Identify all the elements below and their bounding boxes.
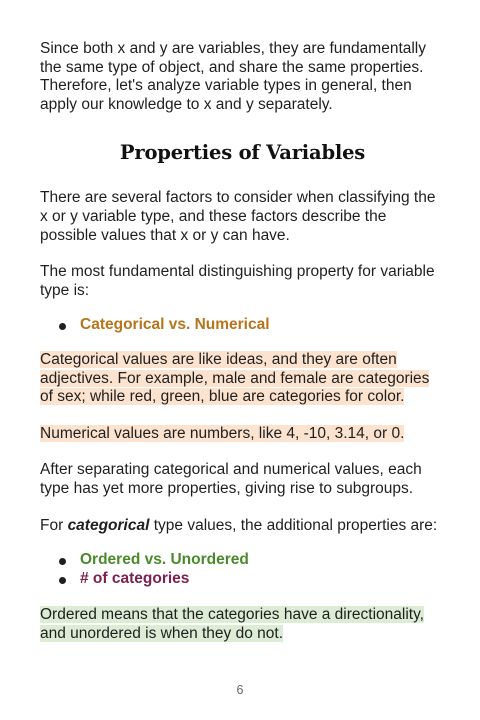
property-list <box>40 316 445 335</box>
ordered-vs-unordered-label: Ordered vs. Unordered <box>80 551 249 569</box>
categorical-properties-intro <box>40 517 445 536</box>
document-page <box>40 40 445 643</box>
ordered-description <box>40 606 445 643</box>
ordered-description-text: Ordered means that the categories have a directionality, and unordered is when they do not. <box>40 606 424 642</box>
categorical-property-list <box>40 551 445 588</box>
subgroups-paragraph: After separating categorical and numerical values, each type has yet more properties, giving rise to subgroups. <box>40 461 422 497</box>
categorical-emphasis: categorical <box>67 516 150 534</box>
for-prefix: For <box>40 516 68 534</box>
bullet-icon <box>59 558 66 565</box>
factors-paragraph: There are several factors to consider when classifying the x or y variable type, and these factors describe the possible values that x or y can have. <box>40 189 436 244</box>
categorical-vs-numerical-label: Categorical vs. Numerical <box>80 316 270 334</box>
numerical-description <box>40 425 445 444</box>
section-heading: Properties of Variables <box>119 141 366 165</box>
number-of-categories-label: # of categories <box>80 569 190 587</box>
categorical-description <box>40 351 445 407</box>
for-suffix: type values, the additional properties are: <box>149 516 438 534</box>
page-number: 6 <box>236 683 244 697</box>
intro-paragraph: Since both x and y are variables, they are fundamentally the same type of object, and share the same properties. Therefore, let's analyze variable types in general, then apply our knowledge to x and y separately. <box>40 40 427 113</box>
numerical-description-text: Numerical values are numbers, like 4, -10, 3.14, or 0. <box>40 424 405 442</box>
list-item <box>40 570 445 589</box>
bullet-icon <box>59 323 66 330</box>
fundamental-paragraph: The most fundamental distinguishing property for variable type is: <box>40 263 435 299</box>
bullet-icon <box>59 577 66 584</box>
list-item <box>40 551 445 570</box>
list-item <box>40 316 445 335</box>
categorical-description-text: Categorical values are like ideas, and they are often adjectives. For example, male and female are categories of sex; while red, green, blue are categories for color. <box>40 350 430 406</box>
